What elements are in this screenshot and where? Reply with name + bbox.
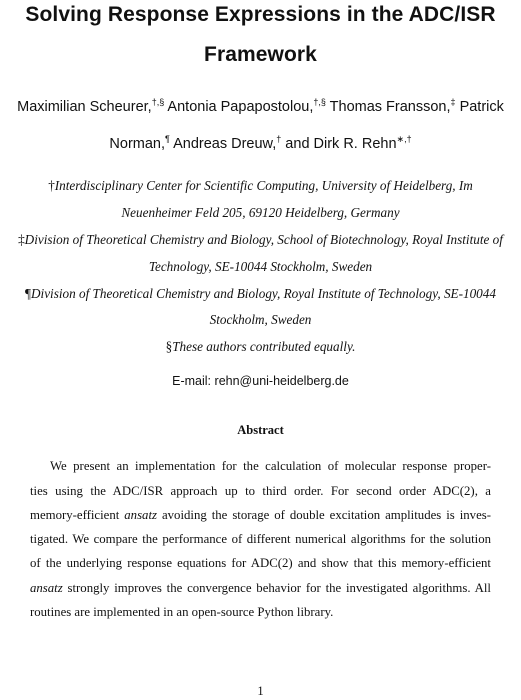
emphasis-term: ansatz	[124, 508, 157, 522]
abstract-line: ties using the ADC/ISR approach up to third order. For second order ADC(2), a	[30, 484, 491, 498]
affiliation-mark: ¶	[25, 286, 32, 301]
abstract-line	[30, 576, 491, 600]
abstract-line: routines are implemented in an open-source Python library.	[30, 605, 334, 619]
affiliation-line	[0, 333, 521, 360]
author-affiliation-mark: ∗,†	[396, 134, 412, 144]
author-name: Andreas Dreuw,	[169, 136, 277, 152]
affiliation-line	[0, 226, 521, 253]
affiliation-text: Division of Theoretical Chemistry and Biology, School of Biotechnology, Royal Institute of	[24, 232, 503, 247]
author-affiliation-mark: ¶	[165, 134, 170, 144]
author-name: Maximilian Scheurer,	[17, 99, 152, 115]
affiliation-line	[0, 280, 521, 307]
abstract-line-text: memory-efficient ansatz avoiding the storage of double excitation amplitudes is inves-	[30, 508, 491, 522]
author-name: and Dirk R. Rehn	[281, 136, 397, 152]
affiliation-line	[0, 199, 521, 226]
abstract-heading: Abstract	[237, 423, 284, 437]
author-name: Antonia Papapostolou,	[164, 99, 314, 115]
email-label: E-mail:	[172, 374, 212, 388]
author-name: Thomas Fransson,	[325, 99, 451, 115]
abstract-line: of the underlying response equations for ADC(2) and show that this memory-efficient	[30, 556, 491, 570]
author-name: Norman,	[109, 136, 166, 152]
affiliation-text: Neuenheimer Feld 205, 69120 Heidelberg, Germany	[121, 205, 400, 220]
affiliation-line	[0, 172, 521, 199]
affiliation-mark: †	[48, 178, 55, 193]
abstract-line-text: ansatz strongly improves the convergence behavior for the investigated algorithms. All	[30, 581, 491, 595]
affiliation-line	[0, 306, 521, 333]
abstract-line: We present an implementation for the calculation of molecular response proper-	[50, 459, 491, 473]
emphasis-term: ansatz	[30, 581, 63, 595]
affiliation-line	[0, 253, 521, 280]
author-list-line-1	[0, 90, 521, 124]
author-affiliation-mark: †,§	[313, 97, 326, 107]
author-affiliation-mark: †	[276, 134, 282, 144]
author-affiliation-mark: †,§	[151, 97, 165, 107]
affiliation-text: Interdisciplinary Center for Scientific Computing, University of Heidelberg, Im	[54, 178, 473, 193]
author-affiliation-mark: ‡	[450, 97, 456, 107]
affiliation-text: These authors contributed equally.	[172, 339, 356, 354]
abstract-line: tigated. We compare the performance of different numerical algorithms for the solution	[30, 532, 491, 546]
affiliation-text: Technology, SE-10044 Stockholm, Sweden	[148, 259, 373, 274]
paper-title-line-1: Solving Response Expressions in the ADC/ISR	[25, 3, 496, 26]
page-number: 1	[257, 684, 264, 698]
affiliation-mark: §	[165, 339, 173, 354]
affiliation-mark: ‡	[18, 232, 25, 247]
author-list-line-2	[0, 127, 521, 161]
corresponding-email	[0, 374, 521, 388]
affiliation-text: Stockholm, Sweden	[209, 312, 312, 327]
email-address[interactable]: rehn@uni-heidelberg.de	[214, 374, 349, 388]
author-name: Patrick	[455, 99, 504, 115]
abstract-line	[30, 503, 491, 527]
affiliation-text: Division of Theoretical Chemistry and Biology, Royal Institute of Technology, SE-10044	[31, 286, 496, 301]
paper-title-line-2: Framework	[204, 43, 317, 66]
